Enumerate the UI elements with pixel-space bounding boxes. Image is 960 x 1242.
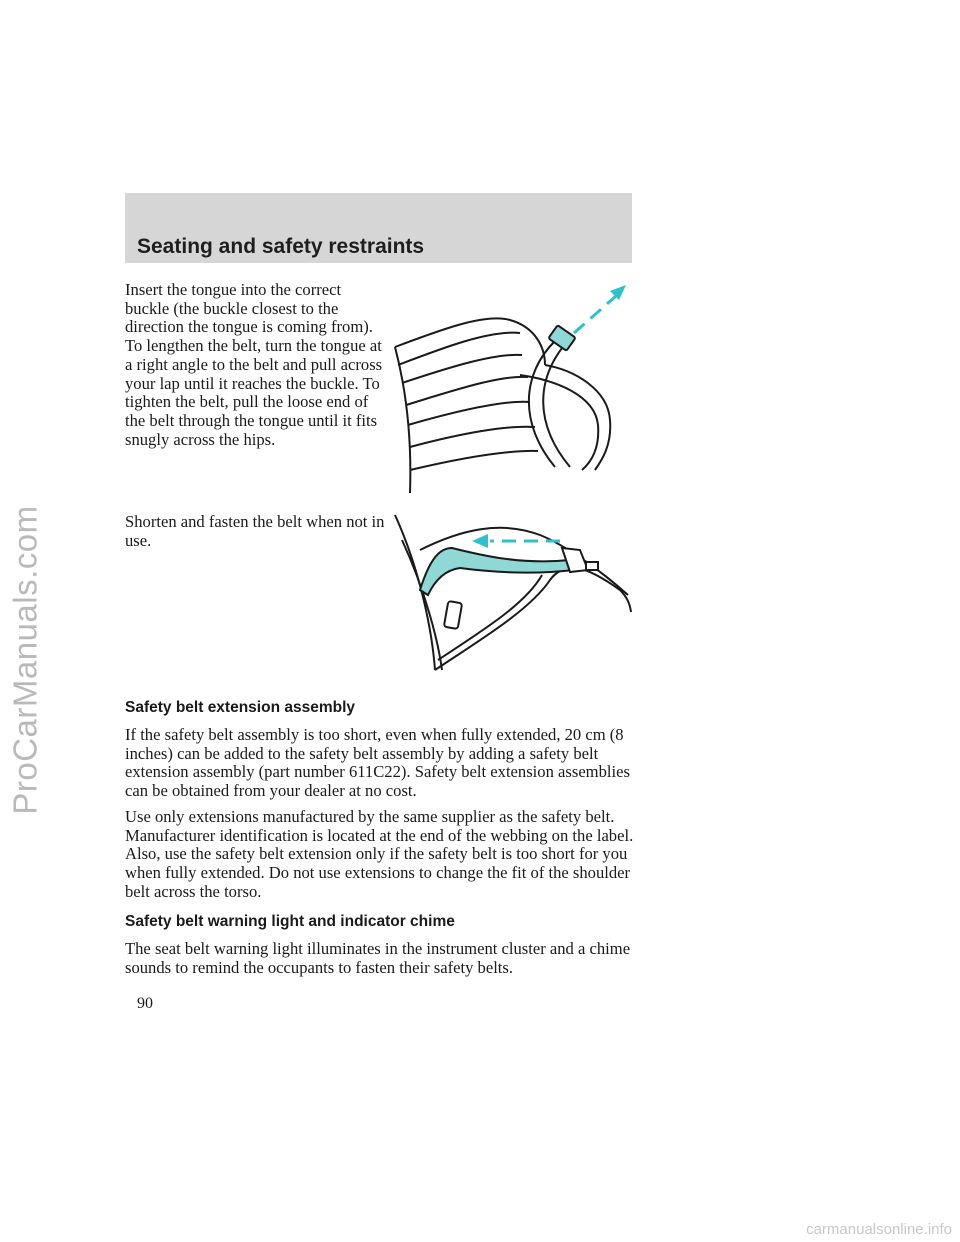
- warning-paragraph: The seat belt warning light illuminates in the instrument cluster and a chime sounds to remind the occupants to fasten their safety belts.: [125, 939, 631, 977]
- page-number: 90: [137, 995, 153, 1012]
- footer-watermark: carmanualsonline.info: [806, 1221, 952, 1238]
- section-header: [125, 193, 632, 263]
- stowed-belt: [420, 548, 574, 595]
- shorten-paragraph: Shorten and fasten the belt when not in use.: [125, 512, 385, 550]
- shorten-arrow-head: [472, 534, 488, 548]
- section-title: Seating and safety restraints: [137, 235, 425, 258]
- warning-heading: Safety belt warning light and indicator chime: [125, 913, 455, 930]
- belt-stowed-illustration: [390, 510, 635, 675]
- extension-paragraph-2: Use only extensions manufactured by the same supplier as the safety belt. Manufacturer identification is located at the end of the webbing on the label. Also, use the safety belt extension only if the safety belt is too short for you when fully extended. Do not use extensions to change the fit of the shoulder belt across the torso.: [125, 807, 634, 901]
- buckle: [444, 601, 462, 629]
- extension-paragraph-1: If the safety belt assembly is too short, even when fully extended, 20 cm (8 inches) can be added to the safety belt assembly by adding a safety belt extension assembly (part number 611C22). Safety belt extension assemblies can be obtained from your dealer at no cost.: [125, 725, 630, 801]
- extension-heading: Safety belt extension assembly: [125, 699, 356, 716]
- side-watermark-text: ProCarManuals.com: [7, 505, 44, 815]
- side-watermark: [6, 380, 46, 940]
- belt-tongue: [548, 325, 575, 351]
- insert-tongue-paragraph: Insert the tongue into the correct buckle (the buckle closest to the direction the tongue is coming from). To lengthen the belt, turn the tongue at a right angle to the belt and pull across your lap until it reaches the buckle. To tighten the belt, pull the loose end of the belt through the tongue until it fits snugly across the hips.: [125, 280, 383, 449]
- lap-belt-lengthen-illustration: [370, 275, 635, 500]
- lengthen-arrow-shaft: [574, 296, 616, 333]
